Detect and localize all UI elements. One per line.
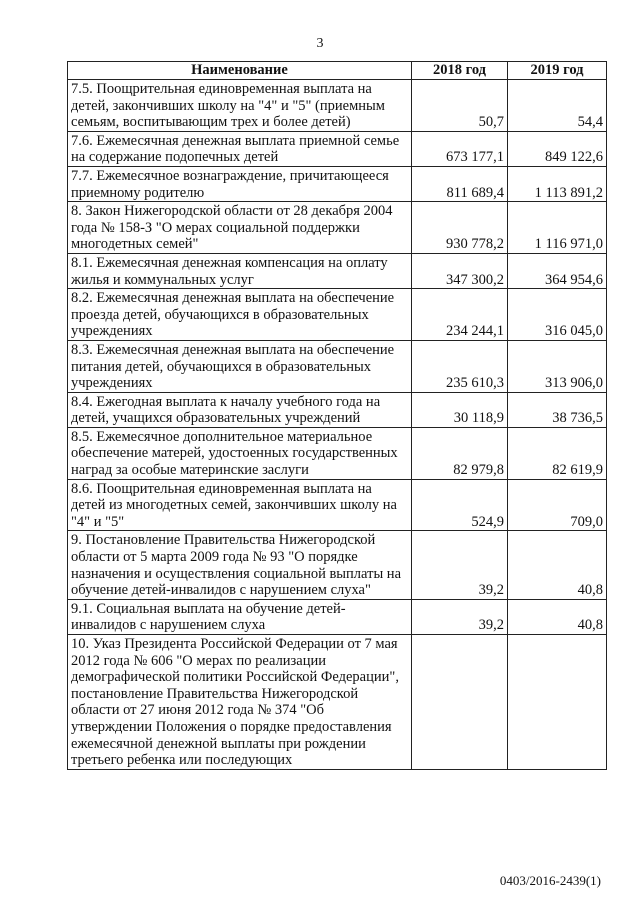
header-name: Наименование: [68, 62, 412, 80]
row-name: 8.4. Ежегодная выплата к началу учебного года на детей, учащихся образовательных учреждений: [68, 392, 412, 427]
row-value-2019: 38 736,5: [508, 392, 607, 427]
row-value-2018: 347 300,2: [412, 253, 508, 288]
row-name: 9.1. Социальная выплата на обучение детей-инвалидов с нарушением слуха: [68, 599, 412, 634]
row-value-2019: 316 045,0: [508, 289, 607, 341]
row-name: 8.1. Ежемесячная денежная компенсация на оплату жилья и коммунальных услуг: [68, 253, 412, 288]
table-header-row: [68, 62, 607, 80]
row-name: 7.7. Ежемесячное вознаграждение, причитающееся приемному родителю: [68, 166, 412, 201]
row-value-2019: 313 906,0: [508, 340, 607, 392]
row-value-2018: 235 610,3: [412, 340, 508, 392]
row-name: 7.5. Поощрительная единовременная выплата на детей, закончивших школу на "4" и "5" (приемным семьям, воспитывающим трех и более детей): [68, 80, 412, 132]
row-value-2018: 50,7: [412, 80, 508, 132]
table-row: [68, 131, 607, 166]
page-number: 3: [316, 36, 324, 51]
table-row: [68, 166, 607, 201]
row-name: 7.6. Ежемесячная денежная выплата приемной семье на содержание подопечных детей: [68, 131, 412, 166]
row-value-2019: 40,8: [508, 531, 607, 599]
table-row: [68, 253, 607, 288]
row-value-2018: 930 778,2: [412, 202, 508, 254]
row-value-2019: 364 954,6: [508, 253, 607, 288]
row-value-2019: 1 113 891,2: [508, 166, 607, 201]
table-row: [68, 80, 607, 132]
table-row: [68, 427, 607, 479]
row-value-2018: [412, 635, 508, 770]
row-value-2018: 524,9: [412, 479, 508, 531]
table-row: [68, 289, 607, 341]
table-row: [68, 202, 607, 254]
row-value-2019: 82 619,9: [508, 427, 607, 479]
row-value-2019: 40,8: [508, 599, 607, 634]
row-value-2019: 54,4: [508, 80, 607, 132]
table-row: [68, 479, 607, 531]
header-2018: 2018 год: [412, 62, 508, 80]
row-name: 8.2. Ежемесячная денежная выплата на обеспечение проезда детей, обучающихся в образовательных учреждениях: [68, 289, 412, 341]
row-name: 10. Указ Президента Российской Федерации от 7 мая 2012 года № 606 "О мерах по реализации демографической политики Российской Федерации", постановление Правительства Нижегородской области от 27 июня 2012 года № 374 "Об утверждении Положения о порядке предоставления ежемесячной денежной выплаты при рождении третьего ребенка или последующих: [68, 635, 412, 770]
header-2019: 2019 год: [508, 62, 607, 80]
row-value-2018: 30 118,9: [412, 392, 508, 427]
row-value-2018: 811 689,4: [412, 166, 508, 201]
row-value-2018: 82 979,8: [412, 427, 508, 479]
document-code: 0403/2016-2439(1): [499, 873, 601, 888]
table-row: [68, 599, 607, 634]
row-value-2018: 39,2: [412, 599, 508, 634]
row-value-2018: 39,2: [412, 531, 508, 599]
row-value-2019: 1 116 971,0: [508, 202, 607, 254]
row-value-2019: 709,0: [508, 479, 607, 531]
row-name: 8.3. Ежемесячная денежная выплата на обеспечение питания детей, обучающихся в образовательных учреждениях: [68, 340, 412, 392]
row-value-2019: 849 122,6: [508, 131, 607, 166]
budget-table: [67, 61, 607, 770]
row-name: 9. Постановление Правительства Нижегородской области от 5 марта 2009 года № 93 "О порядке назначения и осуществления социальной выплаты на обучение детей-инвалидов с нарушением слуха": [68, 531, 412, 599]
row-name: 8. Закон Нижегородской области от 28 декабря 2004 года № 158-З "О мерах социальной поддержки многодетных семей": [68, 202, 412, 254]
row-value-2018: 234 244,1: [412, 289, 508, 341]
row-name: 8.5. Ежемесячное дополнительное материальное обеспечение матерей, удостоенных государственных наград за особые материнские заслуги: [68, 427, 412, 479]
table-row: [68, 392, 607, 427]
row-value-2018: 673 177,1: [412, 131, 508, 166]
table-row: [68, 531, 607, 599]
row-value-2019: [508, 635, 607, 770]
table-row: [68, 340, 607, 392]
row-name: 8.6. Поощрительная единовременная выплата на детей из многодетных семей, закончивших школу на "4" и "5": [68, 479, 412, 531]
table-row: [68, 635, 607, 770]
